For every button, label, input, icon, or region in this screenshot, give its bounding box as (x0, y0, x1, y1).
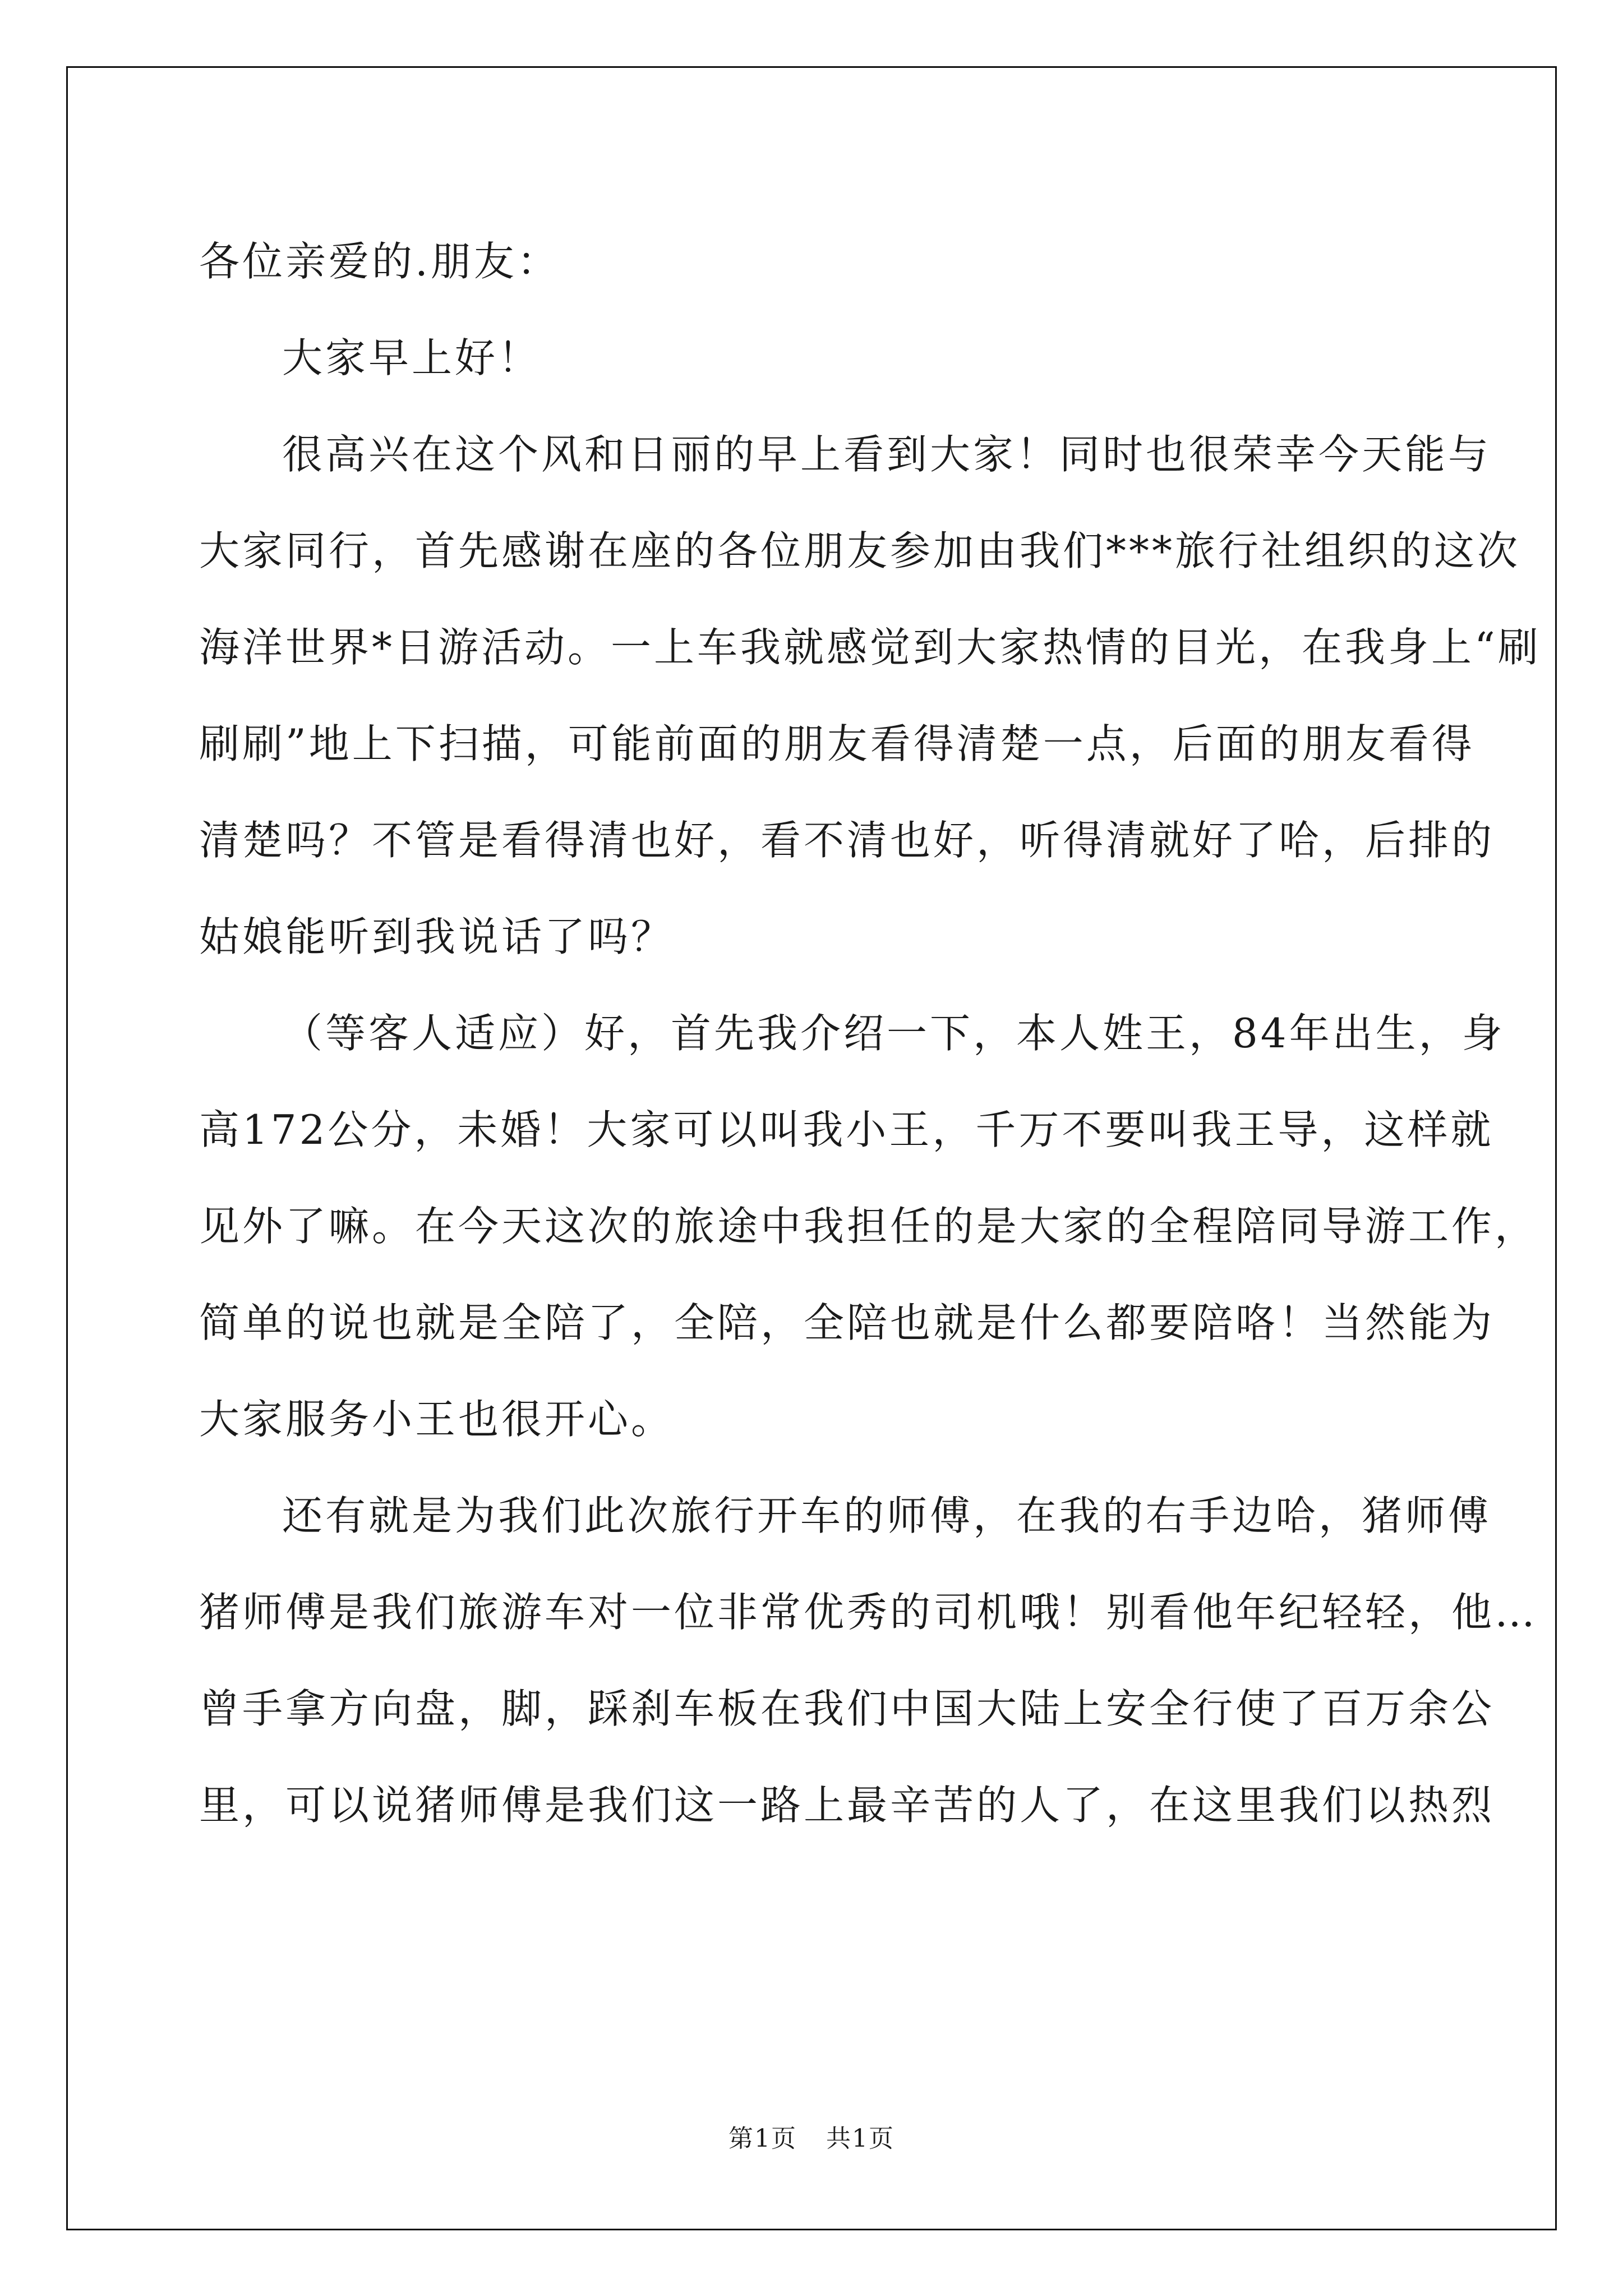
text-line: 大家同行，首先感谢在座的各位朋友参加由我们***旅行社组织的这次 (199, 527, 1521, 574)
text-line: （等客人适应）好，首先我介绍一下，本人姓王，84年出生，身 (282, 1010, 1505, 1057)
text-line: 刷刷”地上下扫描，可能前面的朋友看得清楚一点，后面的朋友看得 (199, 720, 1475, 767)
text-line: 很高兴在这个风和日丽的早上看到大家！同时也很荣幸今天能与 (282, 431, 1492, 478)
text-line: 大家早上好！ (282, 334, 542, 381)
text-line: 高172公分，未婚！大家可以叫我小王，千万不要叫我王导，这样就 (199, 1106, 1494, 1153)
text-line: 简单的说也就是全陪了，全陪，全陪也就是什么都要陪咯！当然能为 (199, 1299, 1495, 1346)
text-line: 大家服务小王也很开心。 (199, 1396, 675, 1443)
text-line: 猪师傅是我们旅游车对一位非常优秀的司机哦！别看他年纪轻轻，他… (199, 1589, 1538, 1636)
page-total: 共1页 (826, 2124, 895, 2153)
text-line: 曾手拿方向盘，脚，踩刹车板在我们中国大陆上安全行使了百万余公 (199, 1685, 1495, 1732)
text-line: 里，可以说猪师傅是我们这一路上最辛苦的人了，在这里我们以热烈 (199, 1782, 1495, 1829)
text-line: 各位亲爱的.朋友： (199, 238, 560, 285)
page-number: 第1页 (728, 2124, 797, 2153)
text-line: 还有就是为我们此次旅行开车的师傅，在我的右手边哈，猪师傅 (282, 1492, 1492, 1539)
text-line: 见外了嘛。在今天这次的旅途中我担任的是大家的全程陪同导游工作， (199, 1203, 1538, 1250)
document-body (199, 213, 1541, 1853)
text-line: 海洋世界*日游活动。一上车我就感觉到大家热情的目光，在我身上“刷 (199, 624, 1541, 671)
text-line: 姑娘能听到我说话了吗？ (199, 913, 675, 960)
page-footer (0, 2123, 1623, 2155)
text-line: 清楚吗？不管是看得清也好，看不清也好，听得清就好了哈，后排的 (199, 817, 1495, 864)
